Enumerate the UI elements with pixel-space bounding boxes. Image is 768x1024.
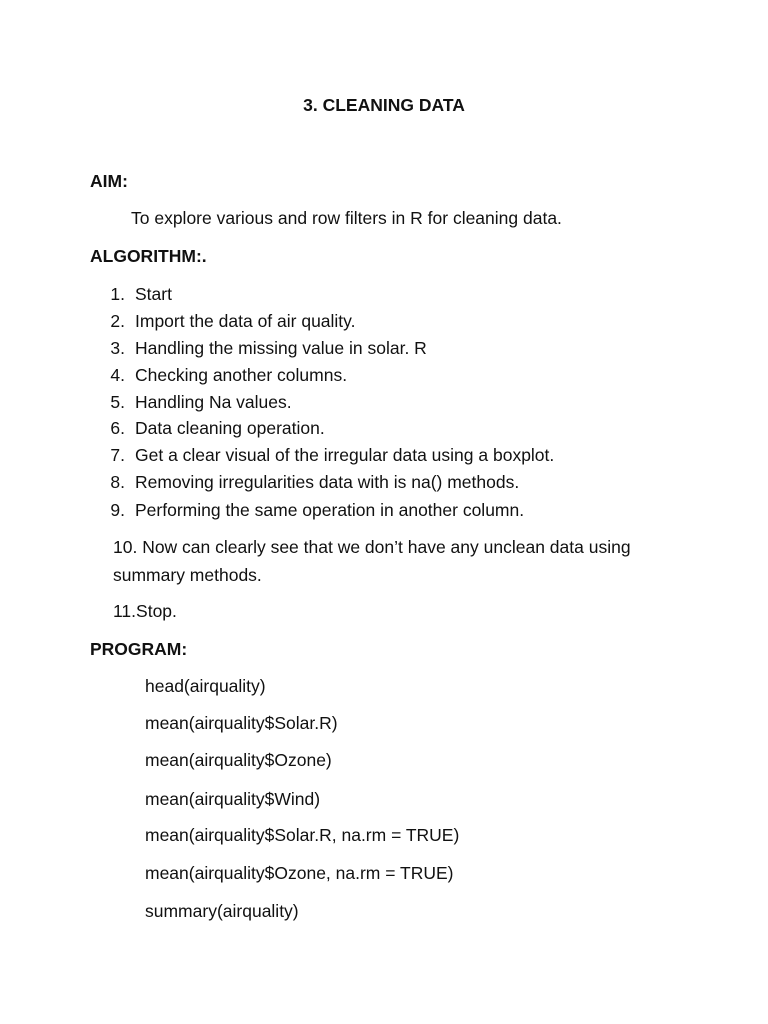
- step-text: Handling Na values.: [135, 392, 292, 412]
- step-text: Data cleaning operation.: [135, 418, 325, 438]
- step-text: Checking another columns.: [135, 365, 348, 385]
- step-text: Get a clear visual of the irregular data using a boxplot.: [135, 445, 555, 465]
- step-number: 6.: [110, 418, 125, 438]
- step-text: Import the data of air quality.: [135, 311, 356, 331]
- program-line: mean(airquality$Solar.R, na.rm = TRUE): [145, 825, 460, 845]
- program-line: summary(airquality): [145, 901, 299, 921]
- step-number: 7.: [110, 445, 125, 465]
- step-number: 2.: [110, 311, 125, 331]
- aim-text: To explore various and row filters in R for cleaning data.: [131, 208, 562, 228]
- program-line: mean(airquality$Ozone): [145, 750, 332, 770]
- step-11: 11.Stop.: [113, 601, 177, 621]
- step-number: 1.: [110, 284, 125, 304]
- program-line: mean(airquality$Wind): [145, 789, 321, 809]
- step-10-line-2: summary methods.: [113, 565, 262, 585]
- program-line: mean(airquality$Ozone, na.rm = TRUE): [145, 863, 454, 883]
- step-text: Start: [135, 284, 172, 304]
- step-number: 3.: [110, 338, 125, 358]
- aim-heading: AIM:: [90, 171, 128, 191]
- program-line: head(airquality): [145, 676, 266, 696]
- step-text: Performing the same operation in another column.: [135, 500, 525, 520]
- step-number: 5.: [110, 392, 125, 412]
- page-title: 3. CLEANING DATA: [303, 95, 465, 115]
- step-number: 9.: [110, 500, 125, 520]
- step-number: 8.: [110, 472, 125, 492]
- program-line: mean(airquality$Solar.R): [145, 713, 338, 733]
- program-heading: PROGRAM:: [90, 639, 188, 659]
- step-10-line-1: 10. Now can clearly see that we don’t have any unclean data using: [113, 537, 631, 557]
- algorithm-heading: ALGORITHM:.: [90, 246, 207, 266]
- step-number: 4.: [110, 365, 125, 385]
- step-text: Removing irregularities data with is na() methods.: [135, 472, 520, 492]
- step-text: Handling the missing value in solar. R: [135, 338, 427, 358]
